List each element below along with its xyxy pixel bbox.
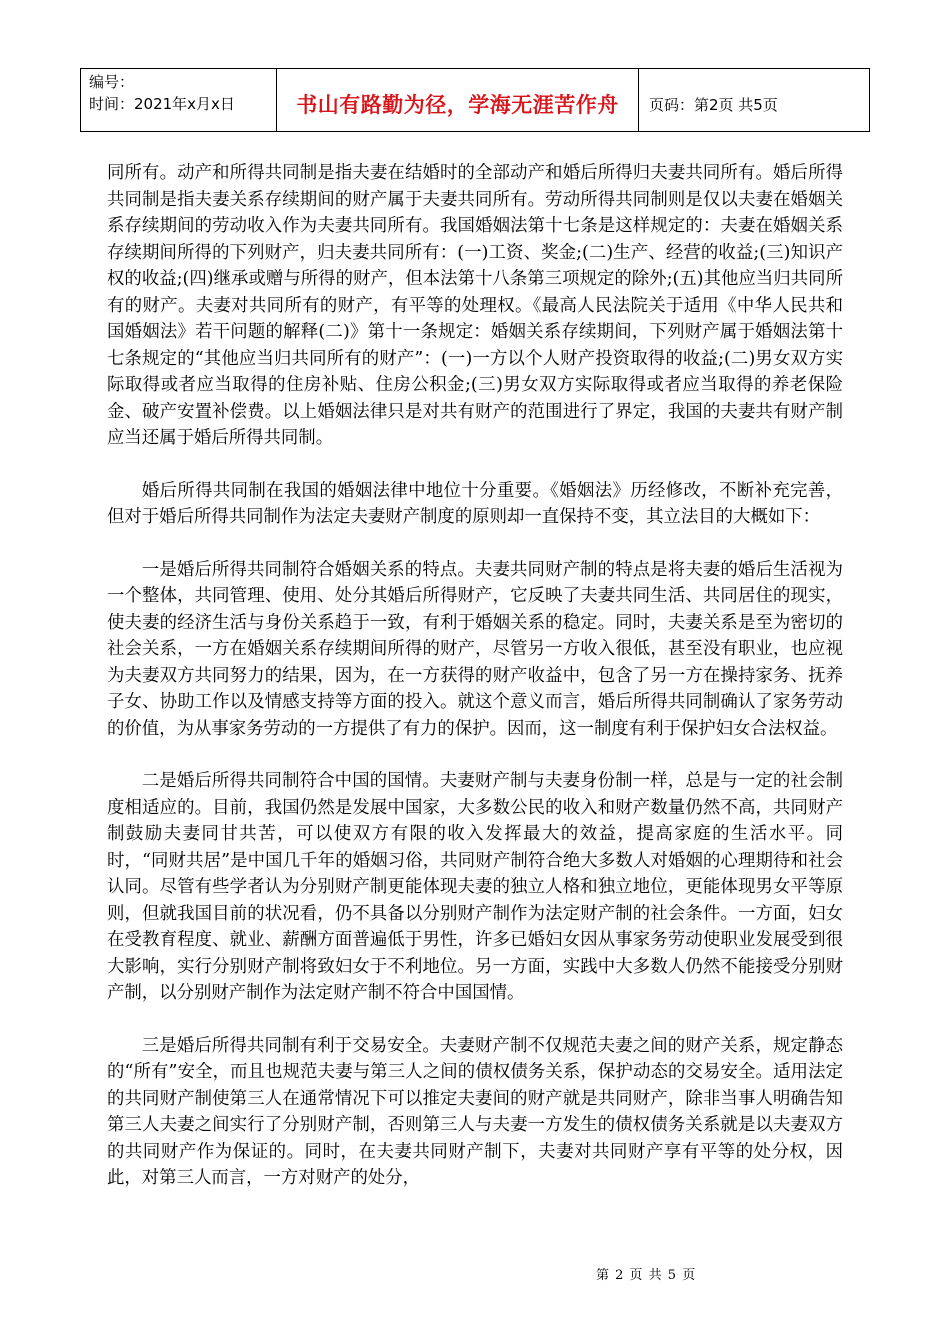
header-motto: 书山有路勤为径，学海无涯苦作舟 (277, 69, 639, 131)
paragraph: 婚后所得共同制在我国的婚姻法律中地位十分重要。《婚姻法》历经修改，不断补充完善，但对于婚后所得共同制作为法定夫妻财产制度的原则却一直保持不变，其立法目的大概如下： (107, 480, 843, 527)
time-label: 时间：2021年x月x日 (89, 95, 235, 113)
paragraph: 一是婚后所得共同制符合婚姻关系的特点。夫妻共同财产制的特点是将夫妻的婚后生活视为一个整体，共同管理、使用、处分其婚后所得财产，它反映了夫妻共同生活、共同居住的现实，使夫妻的经济生活与身份关系趋于一致，有利于婚姻关系的稳定。同时，夫妻关系是至为密切的社会关系，一方在婚姻关系存续期间所得的财产，尽管另一方收入很低，甚至没有职业，也应视为夫妻双方共同努力的结果，因为，在一方获得的财产收益中，包含了另一方在操持家务、抚养子女、协助工作以及情感支持等方面的投入。就这个意义而言，婚后所得共同制确认了家务劳动的价值，为从事家务劳动的一方提供了有力的保护。因而，这一制度有利于保护妇女合法权益。 (107, 559, 843, 739)
page-header (80, 68, 870, 132)
page-footer: 第 2 页 共 5 页 (596, 1268, 696, 1283)
paragraph-continuation: 同所有。动产和所得共同制是指夫妻在结婚时的全部动产和婚后所得归夫妻共同所有。婚后所得共同制是指夫妻关系存续期间的财产属于夫妻共同所有。劳动所得共同制则是仅以夫妻在婚姻关系存续期间的劳动收入作为夫妻共同所有。我国婚姻法第十七条是这样规定的：夫妻在婚姻关系存续期间所得的下列财产，归夫妻共同所有：(一)工资、奖金;(二)生产、经营的收益;(三)知识产权的收益;(四)继承或赠与所得的财产，但本法第十八条第三项规定的除外;(五)其他应当归共同所有的财产。夫妻对共同所有的财产，有平等的处理权。《最高人民法院关于适用《中华人民共和国婚姻法》若干问题的解释(二)》第十一条规定：婚姻关系存续期间，下列财产属于婚姻法第十七条规定的“其他应当归共同所有的财产”：(一)一方以个人财产投资取得的收益;(二)男女双方实际取得或者应当取得的住房补贴、住房公积金;(三)男女双方实际取得或者应当取得的养老保险金、破产安置补偿费。以上婚姻法律只是对共有财产的范围进行了界定，我国的夫妻共有财产制应当还属于婚后所得共同制。 (107, 163, 843, 448)
header-meta (81, 69, 277, 131)
header-page-info: 页码：第2页 共5页 (649, 95, 778, 114)
paragraph: 三是婚后所得共同制有利于交易安全。夫妻财产制不仅规范夫妻之间的财产关系，规定静态的“所有”安全，而且也规范夫妻与第三人之间的债权债务关系，保护动态的交易安全。适用法定的共同财产制使第三人在通常情况下可以推定夫妻间的财产就是共同财产，除非当事人明确告知第三人夫妻之间实行了分别财产制，否则第三人与夫妻一方发生的债权债务关系就是以夫妻双方的共同财产作为保证的。同时，在夫妻共同财产制下，夫妻对共同财产享有平等的处分权，因此，对第三人而言，一方对财产的处分， (107, 1035, 843, 1188)
paragraph: 二是婚后所得共同制符合中国的国情。夫妻财产制与夫妻身份制一样，总是与一定的社会制度相适应的。目前，我国仍然是发展中国家，大多数公民的收入和财产数量仍然不高，共同财产制鼓励夫妻同甘共苦，可以使双方有限的收入发挥最大的效益，提高家庭的生活水平。同时，“同财共居”是中国几千年的婚姻习俗，共同财产制符合绝大多数人对婚姻的心理期待和社会认同。尽管有些学者认为分别财产制更能体现夫妻的独立人格和独立地位，更能体现男女平等原则，但就我国目前的状况看，仍不具备以分别财产制作为法定财产制的社会条件。一方面，妇女在受教育程度、就业、薪酬方面普遍低于男性，许多已婚妇女因从事家务劳动使职业发展受到很大影响，实行分别财产制将致妇女于不利地位。另一方面，实践中大多数人仍然不能接受分别财产制，以分别财产制作为法定财产制不符合中国国情。 (107, 771, 843, 1003)
number-label: 编号： (89, 73, 135, 91)
body-text (107, 160, 843, 1218)
